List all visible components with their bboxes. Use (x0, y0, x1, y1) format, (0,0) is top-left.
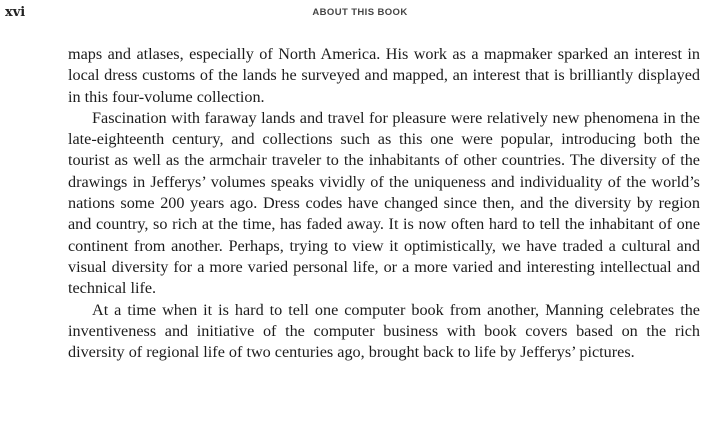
page-number: xvi (5, 5, 26, 20)
running-head: ABOUT THIS BOOK (312, 7, 408, 18)
body-text (68, 44, 700, 363)
page-header (0, 5, 720, 23)
paragraph-continued: maps and atlases, especially of North America. His work as a mapmaker sparked an interest in local dress customs of the lands he surveyed and mapped, an interest that is brilliantly displayed in this four-volume collection. (68, 45, 700, 106)
paragraph-fascination: Fascination with faraway lands and travel for pleasure were relatively new phenomena in the late-eighteenth century, and collections such as this one were popular, introducing both the tourist as well as the armchair traveler to the inhabitants of other countries. The diversity of the drawings in Jefferys’ volumes speaks vividly of the uniqueness and individuality of the world’s nations some 200 years ago. Dress codes have changed since then, and the diversity by region and country, so rich at the time, has faded away. It is now often hard to tell the inhabitant of one continent from another. Perhaps, trying to view it optimistically, we have traded a cultural and visual diversity for a more varied personal life, or a more varied and interesting intellectual and technical life. (68, 108, 700, 298)
paragraph-manning: At a time when it is hard to tell one computer book from another, Manning celebrates the inventiveness and initiative of the computer business with book covers based on the rich diversity of regional life of two centuries ago, brought back to life by Jefferys’ pictures. (68, 300, 700, 362)
